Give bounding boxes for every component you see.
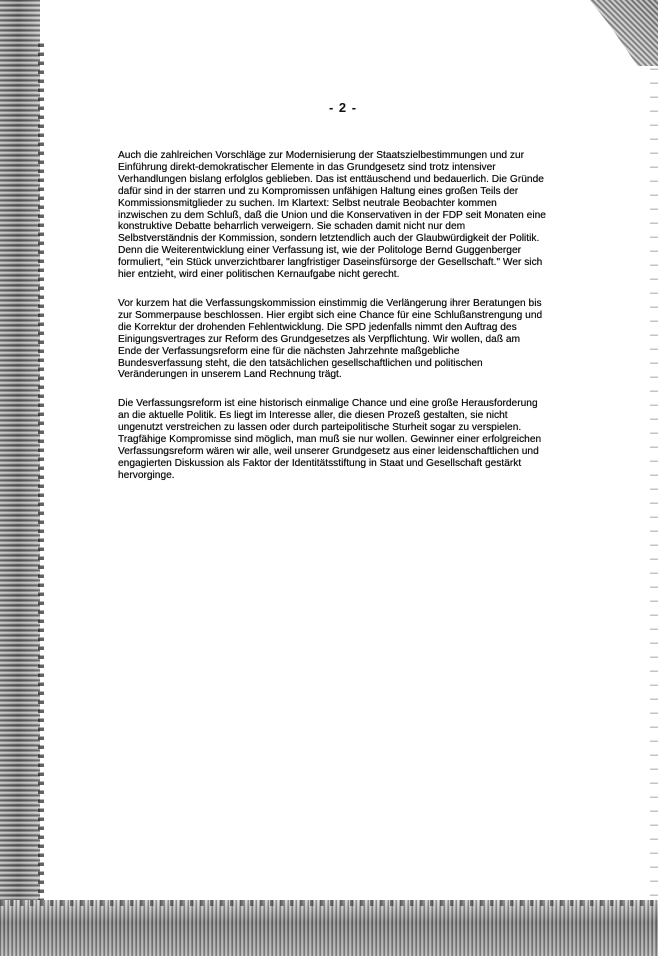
page-number: - 2 - [328,100,358,115]
scan-corner-fold [590,0,658,66]
scan-left-edge [0,0,40,956]
scan-right-edge [650,66,658,896]
paragraph-2: Vor kurzem hat die Verfassungskommission einstimmig die Verlängerung ihrer Beratungen bis zur Sommerpause beschlossen. Hier ergibt sich eine Chance für eine Schlußanstrengung und die Korrektur der drohenden Fehlentwicklung. Die SPD jedenfalls nimmt den Auftrag des Einigungsvertrages zur Reform des Grundgesetzes als Verpflichtung. Wir wollen, daß am Ende der Verfassungsreform eine für die nächsten Jahrzehnte maßgebliche Bundesverfassung steht, die den tatsächlichen gesellschaftlichen und politischen Veränderungen in unserem Land Rechnung trägt. [118,297,543,381]
scan-bottom-edge [0,900,658,956]
paragraph-1: Auch die zahlreichen Vorschläge zur Modernisierung der Staatszielbestimmungen und zur Einführung direkt-demokratischer Elemente in das Grundgesetz sind trotz intensiver Verhandlungen bislang erfolglos geblieben. Das ist enttäuschend und bedauerlich. Die Gründe dafür sind in der starren und zu Kompromissen unfähigen Haltung eines großen Teils der Kommissionsmitglieder zu suchen. Im Klartext: Selbst neutrale Beobachter kommen inzwischen zu dem Schluß, daß die Union und die Konservativen in der FDP seit Monaten eine konstruktive Debatte beharrlich verweigern. Sie schaden damit nicht nur dem Selbstverständnis der Kommission, sondern letztendlich auch der Glaubwürdigkeit der Politik. Denn die Weiterentwicklung einer Verfassung ist, wie der Politologe Bernd Guggenberger formuliert, "ein Stück unverzichtbarer langfristiger Daseinsfürsorge der Gesellschaft." Wer sich hier entzieht, wird einer politischen Kernaufgabe nicht gerecht. [118,150,546,281]
document-body [118,150,546,499]
paragraph-3: Die Verfassungsreform ist eine historisch einmalige Chance und eine große Herausforderung an die aktuelle Politik. Es liegt im Interesse aller, die diesen Prozeß gestalten, sie nicht ungenutzt verstreichen zu lassen oder durch parteipolitische Sturheit sogar zu verspielen. Tragfähige Kompromisse sind möglich, man muß sie nur wollen. Gewinner einer erfolgreichen Verfassungsreform wären wir alle, weil unserer Grundgesetz aus einer leidenschaftlichen und engagierten Diskussion als Faktor der Identitätsstiftung in Staat und Gesellschaft gestärkt hervorginge. [118,398,542,481]
